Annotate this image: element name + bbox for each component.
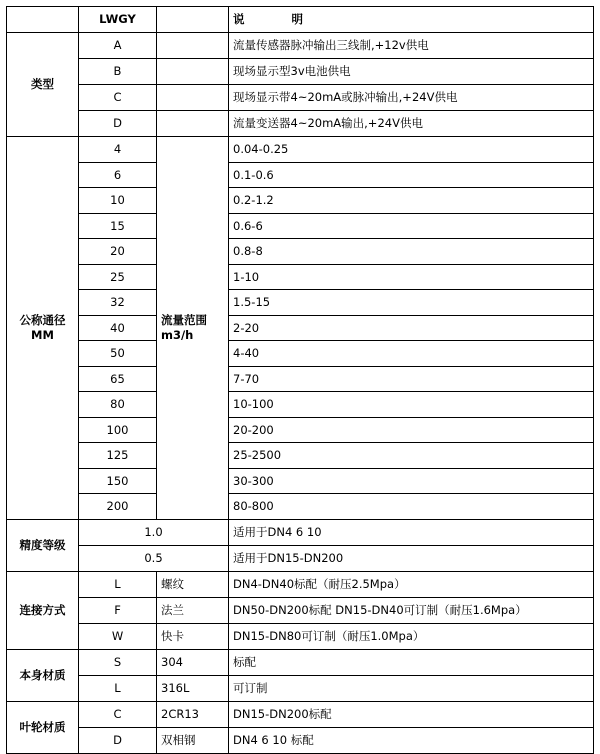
table-row: [7, 264, 594, 290]
section-label-type: 类型: [7, 33, 79, 137]
code-cell: 65: [79, 366, 157, 392]
code-cell: 4: [79, 137, 157, 163]
code-cell: 40: [79, 315, 157, 341]
desc-cell: 适用于DN4 6 10: [229, 519, 594, 545]
flow-range-label: 流量范围 m3/h: [157, 137, 229, 520]
code-cell: 100: [79, 417, 157, 443]
desc-cell: 0.2-1.2: [229, 188, 594, 214]
mid-cell: 2CR13: [157, 701, 229, 727]
code-cell: W: [79, 623, 157, 649]
code-cell: 20: [79, 239, 157, 265]
table-row: [7, 162, 594, 188]
code-cell: L: [79, 675, 157, 701]
section-label-accuracy: 精度等级: [7, 519, 79, 571]
desc-cell: 流量变送器4~20mA输出,+24V供电: [229, 111, 594, 137]
table-row: [7, 239, 594, 265]
table-row: [7, 341, 594, 367]
section-label-connection: 连接方式: [7, 571, 79, 649]
table-row: [7, 366, 594, 392]
desc-cell: 1-10: [229, 264, 594, 290]
code-cell: 80: [79, 392, 157, 418]
code-cell: S: [79, 649, 157, 675]
code-cell: 150: [79, 468, 157, 494]
code-cell: 25: [79, 264, 157, 290]
table-row: [7, 137, 594, 163]
code-cell: L: [79, 571, 157, 597]
header-model-cell: LWGY: [79, 7, 157, 33]
table-row: [7, 494, 594, 520]
table-row: [7, 545, 594, 571]
mid-cell: [157, 85, 229, 111]
desc-cell: 0.6-6: [229, 213, 594, 239]
desc-cell: 2-20: [229, 315, 594, 341]
code-cell: 1.0: [79, 519, 229, 545]
desc-cell: DN15-DN80可订制（耐压1.0Mpa）: [229, 623, 594, 649]
code-cell: 200: [79, 494, 157, 520]
desc-cell: 20-200: [229, 417, 594, 443]
mid-cell: 双相钢: [157, 727, 229, 753]
desc-cell: 7-70: [229, 366, 594, 392]
mid-cell: 316L: [157, 675, 229, 701]
desc-cell: DN50-DN200标配 DN15-DN40可订制（耐压1.6Mpa）: [229, 597, 594, 623]
code-cell: 6: [79, 162, 157, 188]
desc-cell: 1.5-15: [229, 290, 594, 316]
mid-cell: 304: [157, 649, 229, 675]
table-row: [7, 85, 594, 111]
code-cell: 15: [79, 213, 157, 239]
desc-cell: 80-800: [229, 494, 594, 520]
table-row: [7, 33, 594, 59]
desc-cell: 0.04-0.25: [229, 137, 594, 163]
desc-cell: 0.8-8: [229, 239, 594, 265]
code-cell: A: [79, 33, 157, 59]
desc-cell: 0.1-0.6: [229, 162, 594, 188]
table-row: [7, 443, 594, 469]
desc-cell: DN4 6 10 标配: [229, 727, 594, 753]
desc-cell: DN15-DN200标配: [229, 701, 594, 727]
table-row: [7, 597, 594, 623]
header-description-cell: 说 明: [229, 7, 594, 33]
code-cell: F: [79, 597, 157, 623]
desc-cell: 可订制: [229, 675, 594, 701]
table-row: [7, 213, 594, 239]
table-row: [7, 290, 594, 316]
code-cell: C: [79, 85, 157, 111]
table-row: [7, 623, 594, 649]
table-row: [7, 701, 594, 727]
desc-cell: 现场显示型3v电池供电: [229, 59, 594, 85]
table-row: [7, 111, 594, 137]
table-row: [7, 188, 594, 214]
mid-cell: [157, 33, 229, 59]
mid-cell: [157, 111, 229, 137]
mid-cell: [157, 59, 229, 85]
table-row: [7, 675, 594, 701]
code-cell: C: [79, 701, 157, 727]
mid-cell: 螺纹: [157, 571, 229, 597]
table-row: [7, 417, 594, 443]
table-header-row: [7, 7, 594, 33]
mid-cell: 快卡: [157, 623, 229, 649]
desc-cell: 25-2500: [229, 443, 594, 469]
code-cell: 32: [79, 290, 157, 316]
code-cell: 10: [79, 188, 157, 214]
header-blank-cell: [7, 7, 79, 33]
table-row: [7, 571, 594, 597]
desc-cell: 标配: [229, 649, 594, 675]
table-row: [7, 468, 594, 494]
desc-cell: 30-300: [229, 468, 594, 494]
section-label-nominal-diameter: 公称通径 MM: [7, 137, 79, 520]
desc-cell: 现场显示带4~20mA或脉冲输出,+24V供电: [229, 85, 594, 111]
desc-cell: 4-40: [229, 341, 594, 367]
code-cell: D: [79, 111, 157, 137]
mid-cell: 法兰: [157, 597, 229, 623]
table-row: [7, 727, 594, 753]
code-cell: 50: [79, 341, 157, 367]
table-row: [7, 315, 594, 341]
table-row: [7, 649, 594, 675]
code-cell: 0.5: [79, 545, 229, 571]
table-row: [7, 59, 594, 85]
code-cell: B: [79, 59, 157, 85]
table-row: [7, 392, 594, 418]
code-cell: 125: [79, 443, 157, 469]
section-label-impeller-material: 叶轮材质: [7, 701, 79, 753]
desc-cell: 适用于DN15-DN200: [229, 545, 594, 571]
specification-table: [6, 6, 594, 754]
table-row: [7, 519, 594, 545]
desc-cell: 流量传感器脉冲输出三线制,+12v供电: [229, 33, 594, 59]
header-blank2-cell: [157, 7, 229, 33]
code-cell: D: [79, 727, 157, 753]
desc-cell: DN4-DN40标配（耐压2.5Mpa）: [229, 571, 594, 597]
section-label-body-material: 本身材质: [7, 649, 79, 701]
desc-cell: 10-100: [229, 392, 594, 418]
